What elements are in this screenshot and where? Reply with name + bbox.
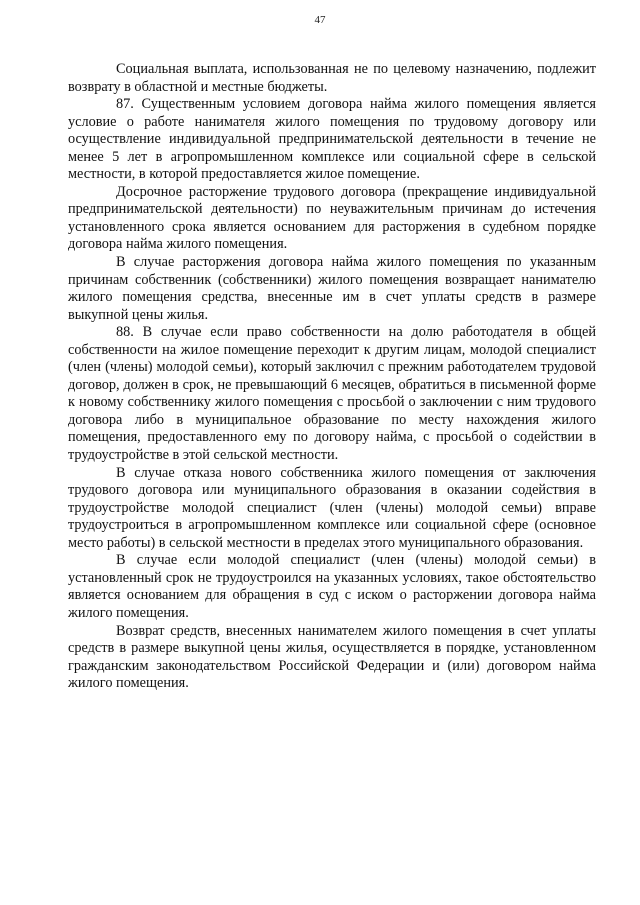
page-number: 47 bbox=[314, 14, 326, 26]
paragraph: Досрочное расторжение трудового договора (прекращение индивидуальной предпринимательской деятельности) по неуважительным причинам до истечения установленного срока является основанием для расторжения в судебном порядке договора найма жилого помещения. bbox=[68, 183, 596, 253]
paragraph: Социальная выплата, использованная не по целевому назначению, подлежит возврату в областной и местные бюджеты. bbox=[68, 61, 596, 95]
paragraph: В случае если молодой специалист (член (члены) молодой семьи) в установленный срок не трудоустроился на указанных условиях, такое обстоятельство является основанием для обращения в суд с иском о расторжении договора найма жилого помещения. bbox=[68, 552, 596, 621]
paragraph: 88. В случае если право собственности на долю работодателя в общей собственности на жилое помещение переходит к другим лицам, молодой специалист (член (члены) молодой семьи), который заключил с прежним работодателем трудовой договор, должен в срок, не превышающий 6 месяцев, обратиться в письменной форме к новому собственнику жилого помещения с просьбой о заключении с ним трудового договора либо в муниципальное образование по месту нахождения жилого помещения, предоставленного ему по договору найма, с просьбой о содействии в трудоустройстве в этой сельской местности. bbox=[68, 324, 596, 464]
paragraph: В случае отказа нового собственника жилого помещения от заключения трудового договора или муниципального образования в оказании содействия в трудоустройстве молодой специалист (член (члены) молодой семьи) вправе трудоустроиться в агропромышленном комплексе или социальной сфере (основное место работы) в сельской местности в пределах этого муниципального образования. bbox=[68, 464, 596, 551]
document-body bbox=[68, 61, 596, 693]
paragraph: В случае расторжения договора найма жилого помещения по указанным причинам собственник (собственники) жилого помещения возвращает нанимателю жилого помещения средства, внесенные им в счет уплаты средств в размере выкупной цены жилья. bbox=[68, 254, 596, 323]
paragraph: Возврат средств, внесенных нанимателем жилого помещения в счет уплаты средств в размере выкупной цены жилья, осуществляется в порядке, установленном гражданским законодательством Российской Федерации и (или) договором найма жилого помещения. bbox=[68, 622, 596, 692]
paragraph: 87. Существенным условием договора найма жилого помещения является условие о работе нанимателя жилого помещения по трудовому договору или осуществление индивидуальной предпринимательской деятельности в течение не менее 5 лет в агропромышленном комплексе или социальной сфере в сельской местности, в которой предоставляется жилое помещение. bbox=[68, 96, 596, 183]
